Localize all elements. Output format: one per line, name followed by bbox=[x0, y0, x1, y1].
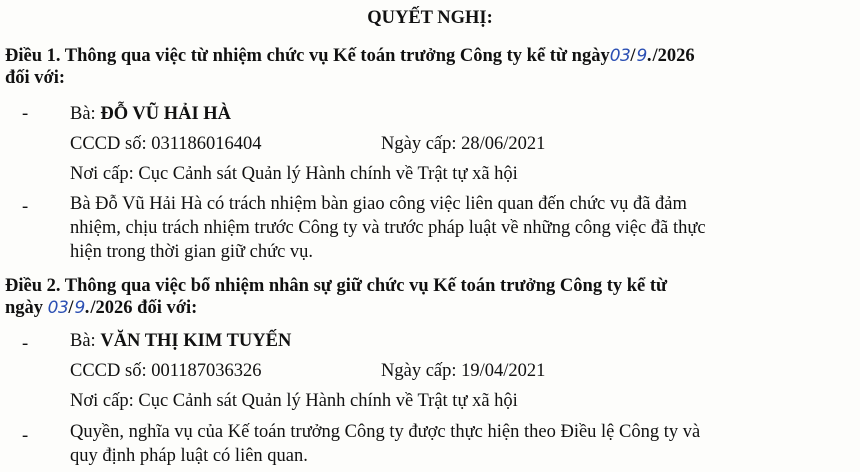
person2-issue-place: Cục Cảnh sát Quản lý Hành chính về Trật tự xã hội bbox=[138, 391, 518, 411]
person1-name-line bbox=[70, 103, 231, 125]
person1-issue-place-line bbox=[70, 163, 518, 185]
article2-year: /2026 đối với: bbox=[90, 298, 198, 318]
person1-responsibility-line-2: nhiệm, chịu trách nhiệm trước Công ty và trước pháp luật về những công việc đã thực bbox=[70, 218, 706, 238]
person2-id-label: CCCD số: bbox=[70, 361, 147, 381]
person2-issue-date-label: Ngày cấp: bbox=[381, 361, 457, 381]
person2-id-number: 001187036326 bbox=[151, 361, 262, 381]
person1-id-line bbox=[70, 133, 262, 155]
article1-title-lead: Điều 1. Thông qua việc từ nhiệm chức vụ Kế toán trưởng Công ty kể từ ngày bbox=[5, 46, 610, 66]
handwritten-day: 03 bbox=[47, 298, 69, 318]
article1-title-tail: đối với: bbox=[5, 68, 66, 88]
handwritten-month: 9 bbox=[74, 298, 85, 318]
person2-name: VĂN THỊ KIM TUYẾN bbox=[100, 331, 292, 351]
person1-id-number: 031186016404 bbox=[151, 134, 262, 154]
article2-title: Điều 2. Thông qua việc bổ nhiệm nhân sự giữ chức vụ Kế toán trưởng Công ty kể từ bbox=[5, 276, 668, 296]
handwritten-month: 9 bbox=[636, 46, 647, 66]
person2-salutation: Bà: bbox=[70, 331, 96, 351]
person1-responsibility-line-1: Bà Đỗ Vũ Hải Hà có trách nhiệm bàn giao công việc liên quan đến chức vụ đã đảm bbox=[70, 194, 687, 214]
article1-title: Điều 1. Thông qua việc từ nhiệm chức vụ Kế toán trưởng Công ty kể từ ngày03/9./2026 bbox=[5, 46, 695, 66]
person2-rights-line-1: Quyền, nghĩa vụ của Kế toán trưởng Công ty được thực hiện theo Điều lệ Công ty và bbox=[70, 422, 701, 442]
person1-name: ĐỖ VŨ HẢI HÀ bbox=[100, 104, 232, 124]
article1-year: /2026 bbox=[652, 46, 695, 66]
person2-name-line bbox=[70, 330, 291, 352]
person1-issue-date-line bbox=[381, 133, 545, 155]
bullet-dash: - bbox=[22, 197, 29, 217]
person1-salutation: Bà: bbox=[70, 104, 96, 124]
article2-date-line: ngày 03/9./2026 đối với: bbox=[5, 298, 198, 318]
article2-date-prefix: ngày bbox=[5, 298, 44, 318]
handwritten-day: 03 bbox=[609, 46, 631, 66]
person2-rights-line-2: quy định pháp luật có liên quan. bbox=[70, 446, 308, 466]
person2-issue-place-line bbox=[70, 390, 518, 412]
person2-id-line bbox=[70, 360, 262, 382]
person2-issue-date: 19/04/2021 bbox=[461, 361, 546, 381]
person1-issue-date-label: Ngày cấp: bbox=[381, 134, 457, 154]
person1-issue-date: 28/06/2021 bbox=[461, 134, 546, 154]
resolution-heading: QUYẾT NGHỊ: bbox=[367, 8, 493, 28]
person1-issue-place: Cục Cảnh sát Quản lý Hành chính về Trật tự xã hội bbox=[138, 164, 518, 184]
bullet-dash: - bbox=[22, 426, 29, 446]
person1-id-label: CCCD số: bbox=[70, 134, 147, 154]
person1-issue-place-label: Nơi cấp: bbox=[70, 164, 134, 184]
person2-issue-date-line bbox=[381, 360, 545, 382]
person2-issue-place-label: Nơi cấp: bbox=[70, 391, 134, 411]
bullet-dash: - bbox=[22, 334, 29, 354]
bullet-dash: - bbox=[22, 104, 29, 124]
person1-responsibility-line-3: hiện trong thời gian giữ chức vụ. bbox=[70, 242, 314, 262]
